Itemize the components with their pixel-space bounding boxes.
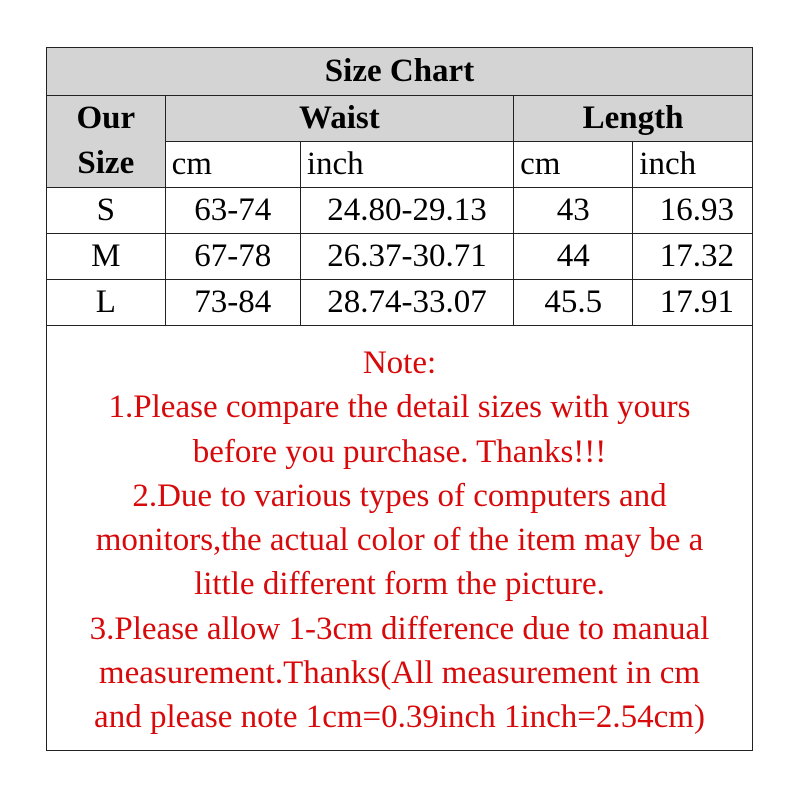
size-chart — [46, 47, 753, 751]
size-cell: M — [47, 233, 165, 279]
length-inch-cell: 16.93 — [633, 187, 752, 233]
note-line: before you purchase. Thanks!!! — [192, 433, 607, 470]
size-header-line1: Our — [76, 100, 136, 136]
note-line: monitors,the actual color of the item may be a — [95, 522, 704, 559]
table-row — [47, 233, 752, 279]
waist-cm-unit: cm — [165, 141, 300, 187]
note-line: 3.Please allow 1-3cm difference due to manual — [89, 610, 710, 647]
waist-cm-cell: 73-84 — [165, 279, 300, 325]
length-cm-cell: 43 — [514, 187, 633, 233]
size-header-line2: Size — [77, 145, 135, 181]
waist-inch-unit: inch — [300, 141, 513, 187]
waist-cm-cell: 63-74 — [165, 187, 300, 233]
waist-inch-cell: 24.80-29.13 — [300, 187, 513, 233]
size-table — [47, 48, 752, 326]
length-cm-unit: cm — [514, 141, 633, 187]
length-inch-cell: 17.32 — [633, 233, 752, 279]
waist-cm-cell: 67-78 — [165, 233, 300, 279]
length-cm-cell: 44 — [514, 233, 633, 279]
waist-inch-cell: 26.37-30.71 — [300, 233, 513, 279]
note-line: and please note 1cm=0.39inch 1inch=2.54cm) — [94, 699, 705, 736]
size-column-header — [47, 95, 165, 187]
notes-block — [47, 328, 752, 750]
length-inch-cell: 17.91 — [633, 279, 752, 325]
waist-header: Waist — [165, 95, 513, 141]
note-line: little different form the picture. — [194, 566, 605, 603]
table-title: Size Chart — [47, 48, 752, 95]
note-line: 1.Please compare the detail sizes with yours — [108, 389, 691, 426]
table-row — [47, 187, 752, 233]
table-row — [47, 279, 752, 325]
length-inch-unit: inch — [633, 141, 752, 187]
size-cell: L — [47, 279, 165, 325]
note-heading: Note: — [362, 345, 437, 381]
note-line: measurement.Thanks(All measurement in cm — [98, 655, 701, 692]
note-line: 2.Due to various types of computers and — [132, 477, 667, 514]
waist-inch-cell: 28.74-33.07 — [300, 279, 513, 325]
length-cm-cell: 45.5 — [514, 279, 633, 325]
size-cell: S — [47, 187, 165, 233]
length-header: Length — [514, 95, 752, 141]
